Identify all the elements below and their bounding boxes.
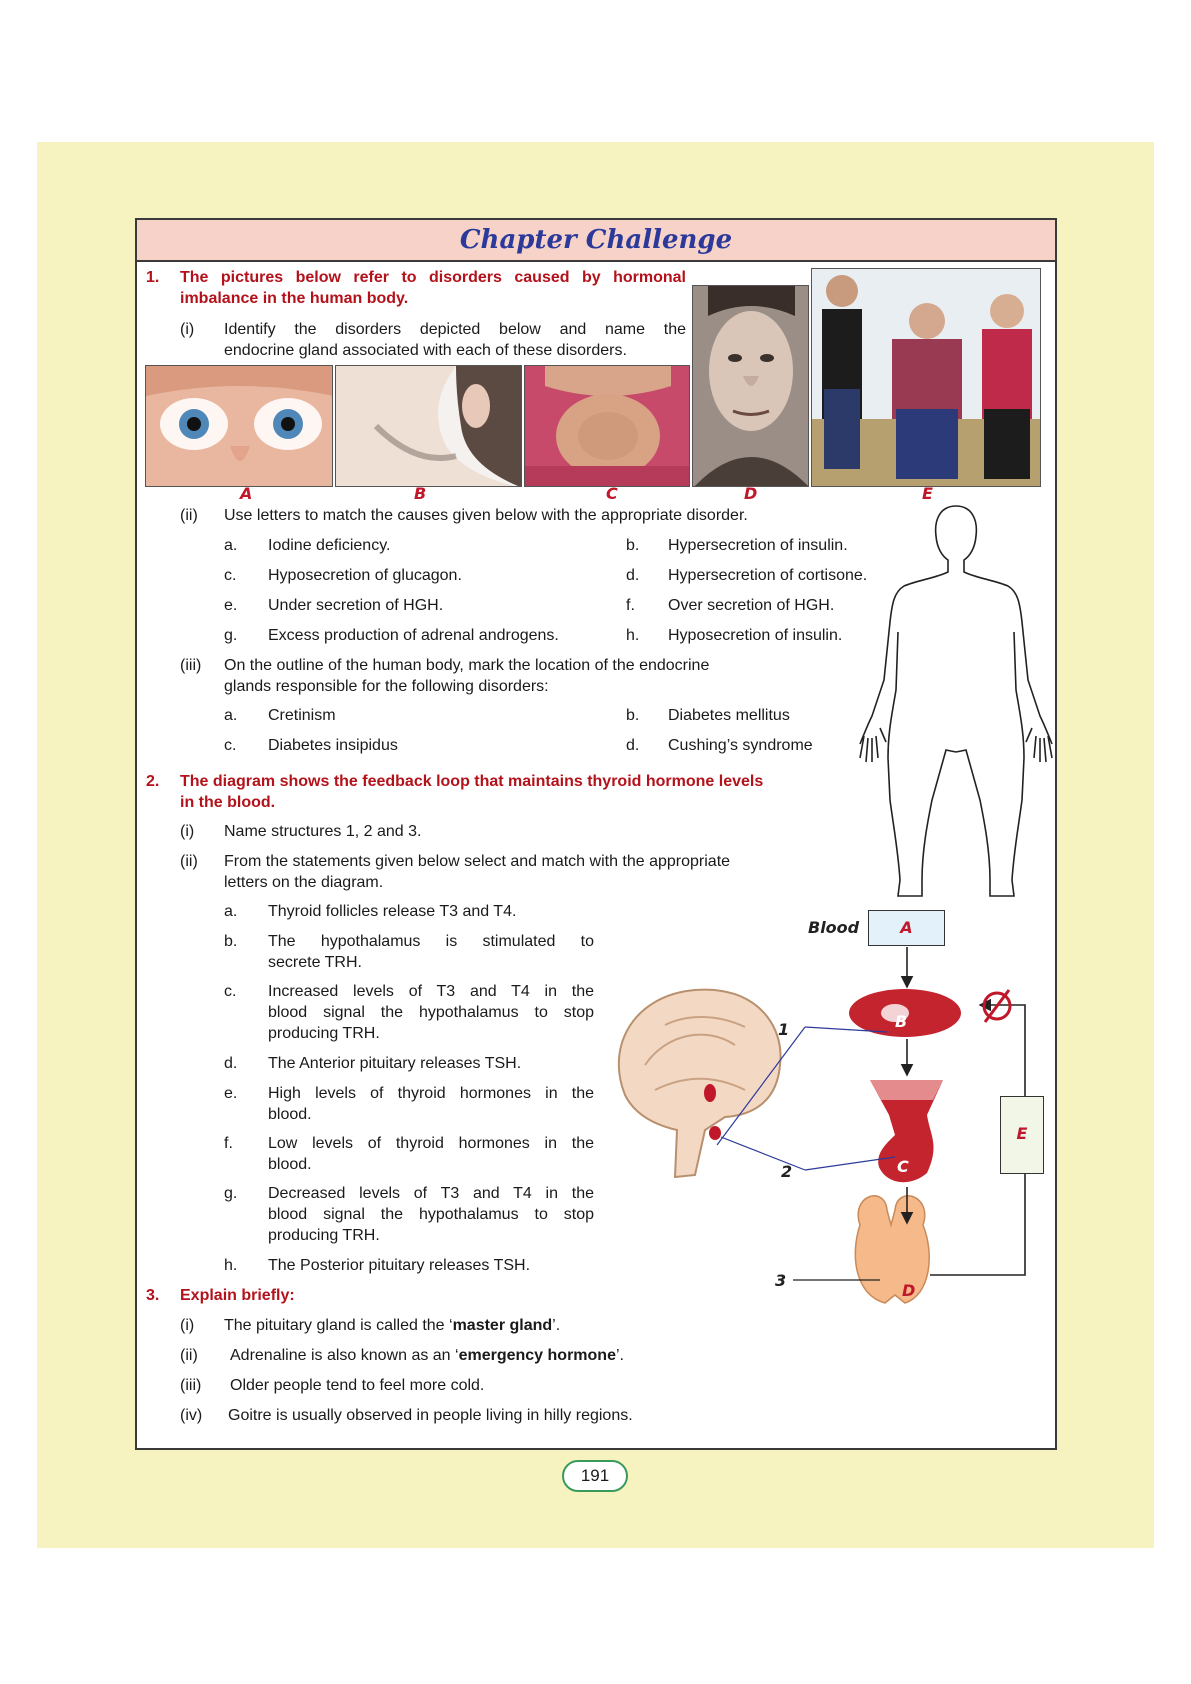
q2-ii-b-line1: The hypothalamus is stimulated to [268,933,594,950]
photo-label-a: A [240,484,253,503]
photo-b-hirsutism [335,365,522,487]
title-bar [137,220,1055,262]
q1-ii-roman: (ii) [180,507,198,524]
q1-iii-c-letter: c. [224,737,237,754]
q2-ii-f-line2: blood. [268,1156,312,1173]
q1-i-roman: (i) [180,321,195,338]
diagram-label-b: B [895,1012,908,1031]
q2-ii-c-letter: c. [224,983,237,1000]
box-e-label: E [1016,1124,1028,1143]
q1-i-line1: Identify the disorders depicted below and name the [224,321,686,338]
q1-iii-d-letter: d. [626,737,640,754]
q2-ii-f-line1: Low levels of thyroid hormones in the [268,1135,594,1152]
thyroid-shape [855,1196,929,1303]
box-a [868,910,945,946]
structure-number-1: 1 [778,1020,790,1039]
q2-i-text: Name structures 1, 2 and 3. [224,823,422,840]
q2-ii-line1: From the statements given below select and match with the appropriate [224,853,731,870]
blood-label: Blood [808,918,860,937]
photo-a-exophthalmos [145,365,333,487]
q1-iii-line1: On the outline of the human body, mark the location of the endocrine [224,657,710,674]
photo-label-e: E [922,484,933,503]
q3-iii-roman: (iii) [180,1377,202,1394]
q1-ii-h-text: Hyposecretion of insulin. [668,627,843,644]
q1-ii-f-text: Over secretion of HGH. [668,597,835,614]
q1-heading-line1: The pictures below refer to disorders caused by hormonal [180,269,686,286]
page-title: Chapter Challenge [459,225,733,255]
q1-ii-b-letter: b. [626,537,640,554]
q1-ii-c-text: Hyposecretion of glucagon. [268,567,462,584]
q2-heading-line2: in the blood. [180,794,276,811]
q2-ii-roman: (ii) [180,853,198,870]
q2-ii-d-line1: The Anterior pituitary releases TSH. [268,1055,522,1072]
page-number: 191 [562,1460,628,1492]
photo-a-illustration [146,366,333,487]
q2-ii-a-letter: a. [224,903,238,920]
q2-ii-g-line3: producing TRH. [268,1227,380,1244]
q3-ii-text: Adrenaline is also known as an ‘emergency hormone’. [230,1347,624,1364]
q3-iii-text: Older people tend to feel more cold. [230,1377,485,1394]
q1-ii-b-text: Hypersecretion of insulin. [668,537,848,554]
q3-iv-text: Goitre is usually observed in people living in hilly regions. [228,1407,633,1424]
q1-heading-line2: imbalance in the human body. [180,290,409,307]
q3-i-text: The pituitary gland is called the ‘master gland’. [224,1317,561,1334]
q2-ii-b-line2: secrete TRH. [268,954,362,971]
q1-iii-line2: glands responsible for the following disorders: [224,678,549,695]
q1-i-line2: endocrine gland associated with each of these disorders. [224,342,627,359]
q1-iii-b-text: Diabetes mellitus [668,707,790,724]
diagram-label-d: D [902,1281,916,1300]
box-e [1000,1096,1044,1174]
photo-c-goitre [524,365,690,487]
q1-ii-a-letter: a. [224,537,238,554]
q1-ii-g-text: Excess production of adrenal androgens. [268,627,559,644]
box-a-label: A [900,918,913,937]
diagram-label-c: C [897,1157,909,1176]
q2-ii-e-line1: High levels of thyroid hormones in the [268,1085,594,1102]
q1-number: 1. [146,269,160,286]
q3-ii-roman: (ii) [180,1347,198,1364]
q2-ii-c-line1: Increased levels of T3 and T4 in the [268,983,594,1000]
q2-ii-a-line1: Thyroid follicles release T3 and T4. [268,903,517,920]
q3-i-roman: (i) [180,1317,195,1334]
human-body-outline [858,500,1054,900]
brain-illustration [619,990,781,1177]
q2-ii-c-line2: blood signal the hypothalamus to stop [268,1004,594,1021]
q2-heading-line1: The diagram shows the feedback loop that maintains thyroid hormone levels [180,773,764,790]
q1-ii-text: Use letters to match the causes given below with the appropriate disorder. [224,507,748,524]
photo-label-c: C [606,484,618,503]
photo-e-dwarfism [811,268,1041,487]
q2-i-roman: (i) [180,823,195,840]
q1-ii-e-text: Under secretion of HGH. [268,597,444,614]
q1-iii-c-text: Diabetes insipidus [268,737,398,754]
q1-iii-d-text: Cushing’s syndrome [668,737,813,754]
q2-ii-b-letter: b. [224,933,238,950]
q1-ii-g-letter: g. [224,627,238,644]
q2-ii-e-letter: e. [224,1085,238,1102]
q2-ii-d-letter: d. [224,1055,238,1072]
q1-ii-f-letter: f. [626,597,635,614]
q1-ii-a-text: Iodine deficiency. [268,537,391,554]
q2-ii-line2: letters on the diagram. [224,874,384,891]
q3-iv-roman: (iv) [180,1407,203,1424]
q2-ii-g-line2: blood signal the hypothalamus to stop [268,1206,594,1223]
photo-e-illustration [812,269,1041,487]
q1-ii-d-text: Hypersecretion of cortisone. [668,567,868,584]
q1-ii-c-letter: c. [224,567,237,584]
q2-ii-h-letter: h. [224,1257,238,1274]
q2-number: 2. [146,773,160,790]
photo-label-d: D [744,484,758,503]
q2-ii-g-letter: g. [224,1185,238,1202]
q2-ii-e-line2: blood. [268,1106,312,1123]
q1-ii-h-letter: h. [626,627,640,644]
photo-b-illustration [336,366,522,487]
structure-number-2: 2 [781,1162,793,1181]
q2-ii-c-line3: producing TRH. [268,1025,380,1042]
q3-number: 3. [146,1287,160,1304]
q1-iii-a-text: Cretinism [268,707,336,724]
q1-ii-e-letter: e. [224,597,238,614]
q1-iii-b-letter: b. [626,707,640,724]
photo-c-illustration [525,366,690,487]
q2-ii-f-letter: f. [224,1135,233,1152]
photo-d-illustration [693,286,809,487]
q2-ii-g-line1: Decreased levels of T3 and T4 in the [268,1185,594,1202]
photo-label-b: B [414,484,427,503]
q2-ii-h-line1: The Posterior pituitary releases TSH. [268,1257,531,1274]
thyroid-feedback-diagram [605,895,1055,1325]
structure-number-3: 3 [775,1271,787,1290]
q1-iii-a-letter: a. [224,707,238,724]
photo-d-acromegaly [692,285,809,487]
q3-heading: Explain briefly: [180,1287,295,1304]
q1-iii-roman: (iii) [180,657,202,674]
q1-ii-d-letter: d. [626,567,640,584]
